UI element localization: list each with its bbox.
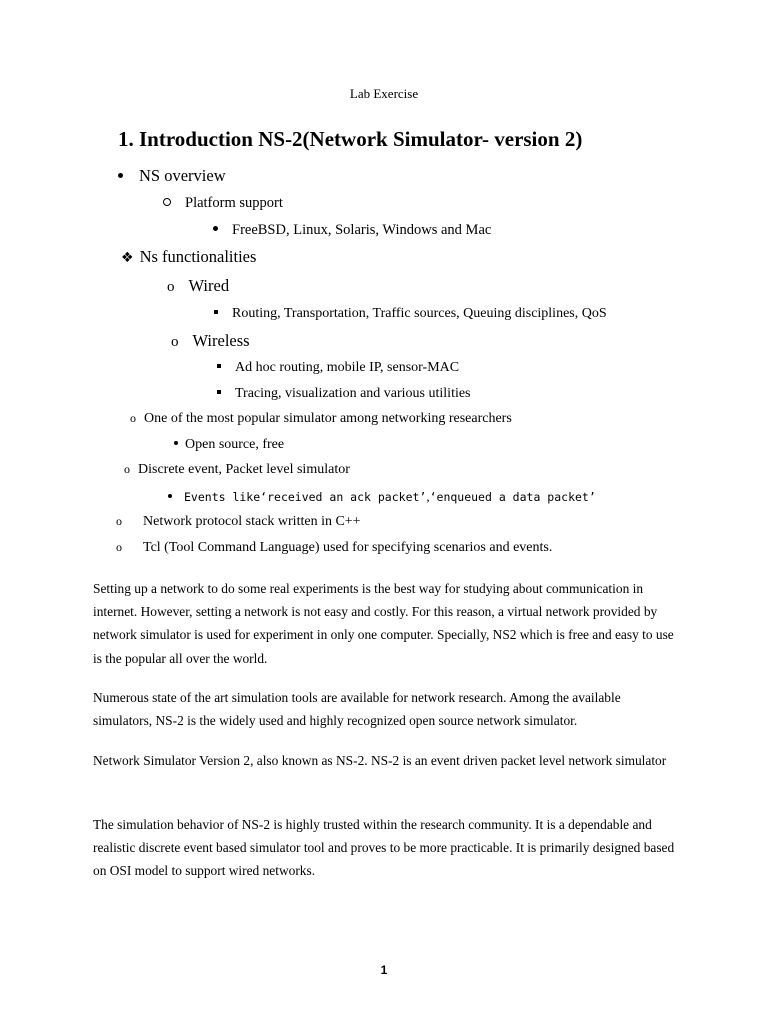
list-item-wireless: [171, 331, 250, 351]
list-item-text: Ns functionalities: [139, 247, 257, 266]
paragraph-setup: Setting up a network to do some real experiments is the best way for studying about communication in internet. However, setting a network is not easy and costly. For this reason, a virtual network provided by network simulator is used for experiment in only one computer. Specially, NS2 which is free and easy to use is the popular all over the world.: [93, 581, 674, 666]
list-item-tcl: [116, 540, 552, 556]
list-item-protocol-stack: [116, 514, 361, 530]
list-item-text: Wired: [188, 276, 230, 295]
page-header-label: Lab Exercise: [349, 86, 419, 101]
list-item-text: FreeBSD, Linux, Solaris, Windows and Mac: [232, 222, 492, 238]
list-item-wired: [167, 276, 229, 296]
bullet-circle-icon: o: [167, 279, 175, 295]
list-item-popular: [130, 411, 512, 427]
list-item-wireless-item-1: [217, 360, 459, 376]
events-quote-2: ‘enqueued a data packet’: [429, 490, 596, 504]
bullet-dot-icon: [118, 173, 123, 178]
list-item-platform-support: [163, 195, 283, 212]
paragraph-ns2-definition: Network Simulator Version 2, also known as NS-2. NS-2 is an event driven packet level network simulator: [93, 753, 667, 768]
bullet-circle-icon: [163, 198, 171, 206]
bullet-diamond-icon: ❖: [121, 250, 134, 266]
list-item-text: Platform support: [185, 195, 283, 211]
bullet-square-icon: [217, 390, 221, 394]
list-item-ns-functionalities: [121, 247, 256, 267]
page-number: 1: [380, 963, 388, 977]
bullet-dot-icon: [213, 226, 218, 231]
list-item-text: One of the most popular simulator among networking researchers: [144, 411, 512, 426]
list-item-events: [168, 489, 596, 505]
list-item-text: Discrete event, Packet level simulator: [138, 462, 350, 477]
list-item-text: Tcl (Tool Command Language) used for specifying scenarios and events.: [143, 540, 553, 555]
bullet-circle-icon: o: [130, 411, 136, 425]
list-item-open-source: [174, 437, 284, 453]
list-item-text: NS overview: [139, 166, 226, 185]
list-item-discrete-event: [124, 462, 350, 478]
bullet-dot-icon: [168, 494, 172, 498]
list-item-ns-overview: [118, 166, 226, 186]
bullet-circle-icon: o: [171, 334, 179, 350]
list-item-text: Ad hoc routing, mobile IP, sensor-MAC: [235, 360, 460, 375]
bullet-square-icon: [217, 364, 221, 368]
list-item-platforms: [213, 222, 491, 239]
list-item-wireless-item-2: [217, 386, 471, 402]
events-separator: ,: [426, 489, 430, 504]
list-item-text: Tracing, visualization and various utilities: [235, 386, 471, 401]
list-item-wired-items: [214, 306, 607, 322]
bullet-dot-icon: [174, 441, 178, 445]
list-item-text: Wireless: [192, 331, 250, 350]
page-title: 1. Introduction NS-2(Network Simulator- version 2): [118, 127, 583, 151]
list-item-text: Routing, Transportation, Traffic sources, Queuing disciplines, QoS: [232, 306, 607, 321]
bullet-circle-icon: o: [116, 514, 122, 528]
list-item-text: Open source, free: [185, 437, 285, 452]
bullet-circle-icon: o: [116, 540, 122, 554]
events-quote-1: ‘received an ack packet’: [260, 490, 427, 504]
paragraph-tools: Numerous state of the art simulation tools are available for network research. Among the available simulators, NS-2 is the widely used and highly recognized open source network simulator.: [93, 690, 621, 729]
bullet-circle-icon: o: [124, 462, 130, 476]
paragraph-behavior: The simulation behavior of NS-2 is highly trusted within the research community. It is a dependable and realistic discrete event based simulator tool and proves to be more practicable. It is primarily designed based on OSI model to support wired networks.: [93, 817, 675, 879]
events-prefix-text: Events like: [184, 490, 261, 504]
bullet-square-icon: [214, 310, 218, 314]
list-item-text: Network protocol stack written in C++: [143, 514, 361, 529]
